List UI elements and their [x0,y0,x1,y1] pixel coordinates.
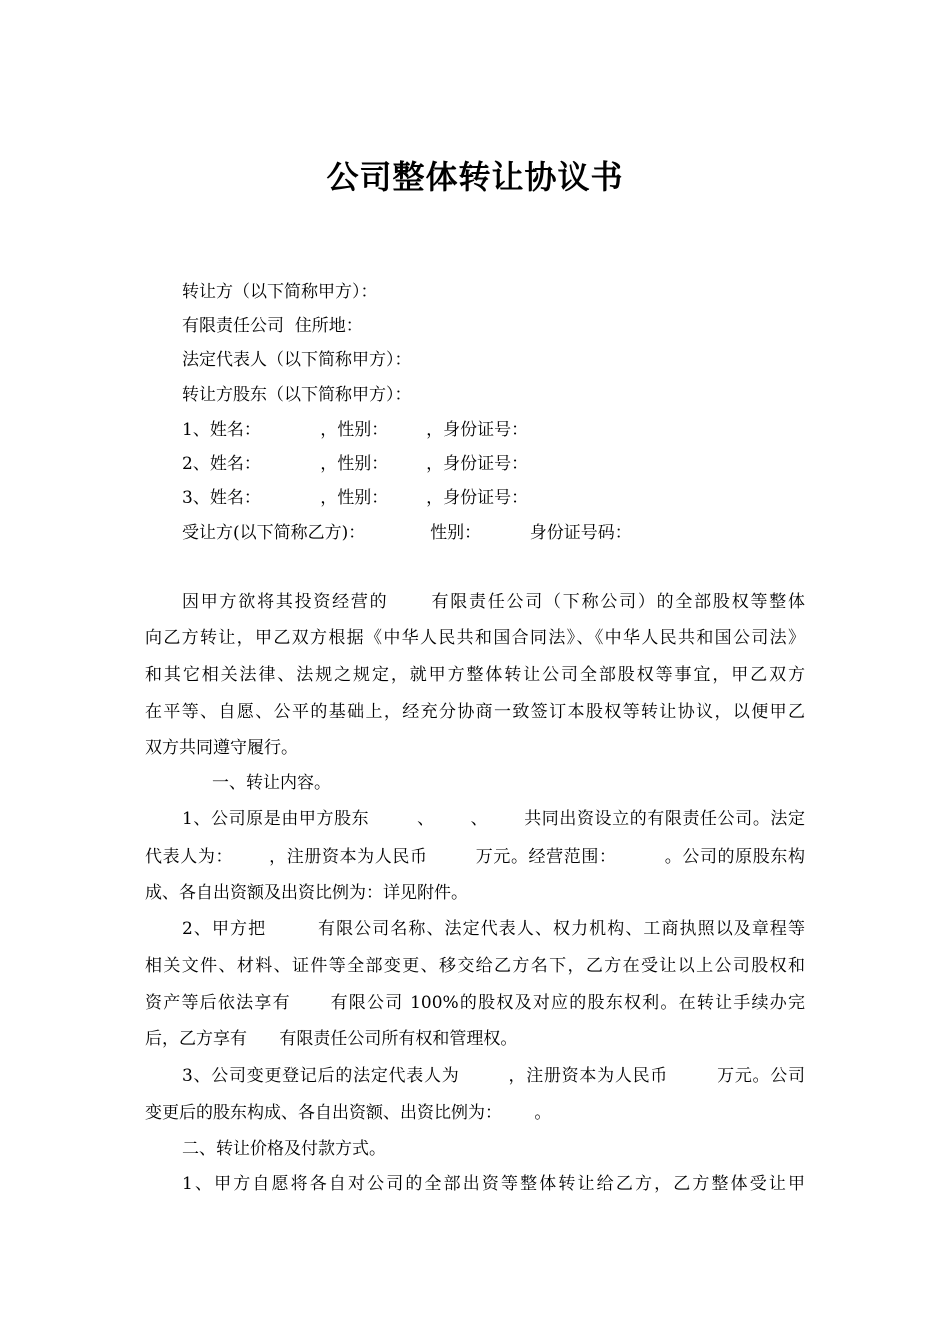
party-line: 法定代表人（以下简称甲方）： [182,350,412,370]
preamble-line: 因甲方欲将其投资经营的 有限责任公司（下称公司）的全部股权等整体 [182,592,805,612]
party-line: 1、姓名： ，性别： ，身份证号： [182,420,529,440]
preamble-line: 向乙方转让，甲乙双方根据《中华人民共和国合同法》、《中华人民共和国公司法》 [145,628,805,648]
clause-line: 2、甲方把 有限公司名称、法定代表人、权力机构、工商执照以及章程等 [182,919,805,939]
clause-line: 资产等后依法享有 有限公司 100%的股权及对应的股东权利。在转让手续办完 [145,993,805,1013]
party-line: 3、姓名： ，性别： ，身份证号： [182,488,529,508]
party-line: 2、姓名： ，性别： ，身份证号： [182,454,529,474]
clause-line: 相关文件、材料、证件等全部变更、移交给乙方名下，乙方在受让以上公司股权和 [145,956,805,976]
preamble-line: 双方共同遵守履行。 [145,738,298,758]
party-line: 受让方(以下简称乙方)： 性别： 身份证号码： [182,523,632,543]
clause-line: 3、公司变更登记后的法定代表人为 ，注册资本为人民币 万元。公司 [182,1066,805,1086]
preamble-line: 在平等、自愿、公平的基础上，经充分协商一致签订本股权等转让协议，以便甲乙 [145,702,805,722]
party-line: 转让方股东（以下简称甲方）： [182,385,412,405]
party-line: 转让方（以下简称甲方）： [182,282,378,302]
document-title: 公司整体转让协议书 [326,158,624,196]
clause-line: 后，乙方享有 有限责任公司所有权和管理权。 [145,1029,518,1049]
clause-line: 变更后的股东构成、各自出资额、出资比例为： 。 [145,1103,552,1123]
section-heading: 二、转让价格及付款方式。 [182,1139,386,1159]
clause-line: 代表人为： ，注册资本为人民币 万元。经营范围： 。公司的原股东构 [145,847,805,867]
clause-line: 1、甲方自愿将各自对公司的全部出资等整体转让给乙方，乙方整体受让甲 [182,1174,805,1194]
clause-line: 1、公司原是由甲方股东 、 、 共同出资设立的有限责任公司。法定 [182,809,805,829]
party-line: 有限责任公司 住所地： [182,316,363,336]
clause-line: 成、各自出资额及出资比例为：详见附件。 [145,883,468,903]
preamble-line: 和其它相关法律、法规之规定，就甲方整体转让公司全部股权等事宜，甲乙双方 [145,665,805,685]
section-heading: 一、转让内容。 [212,773,331,793]
